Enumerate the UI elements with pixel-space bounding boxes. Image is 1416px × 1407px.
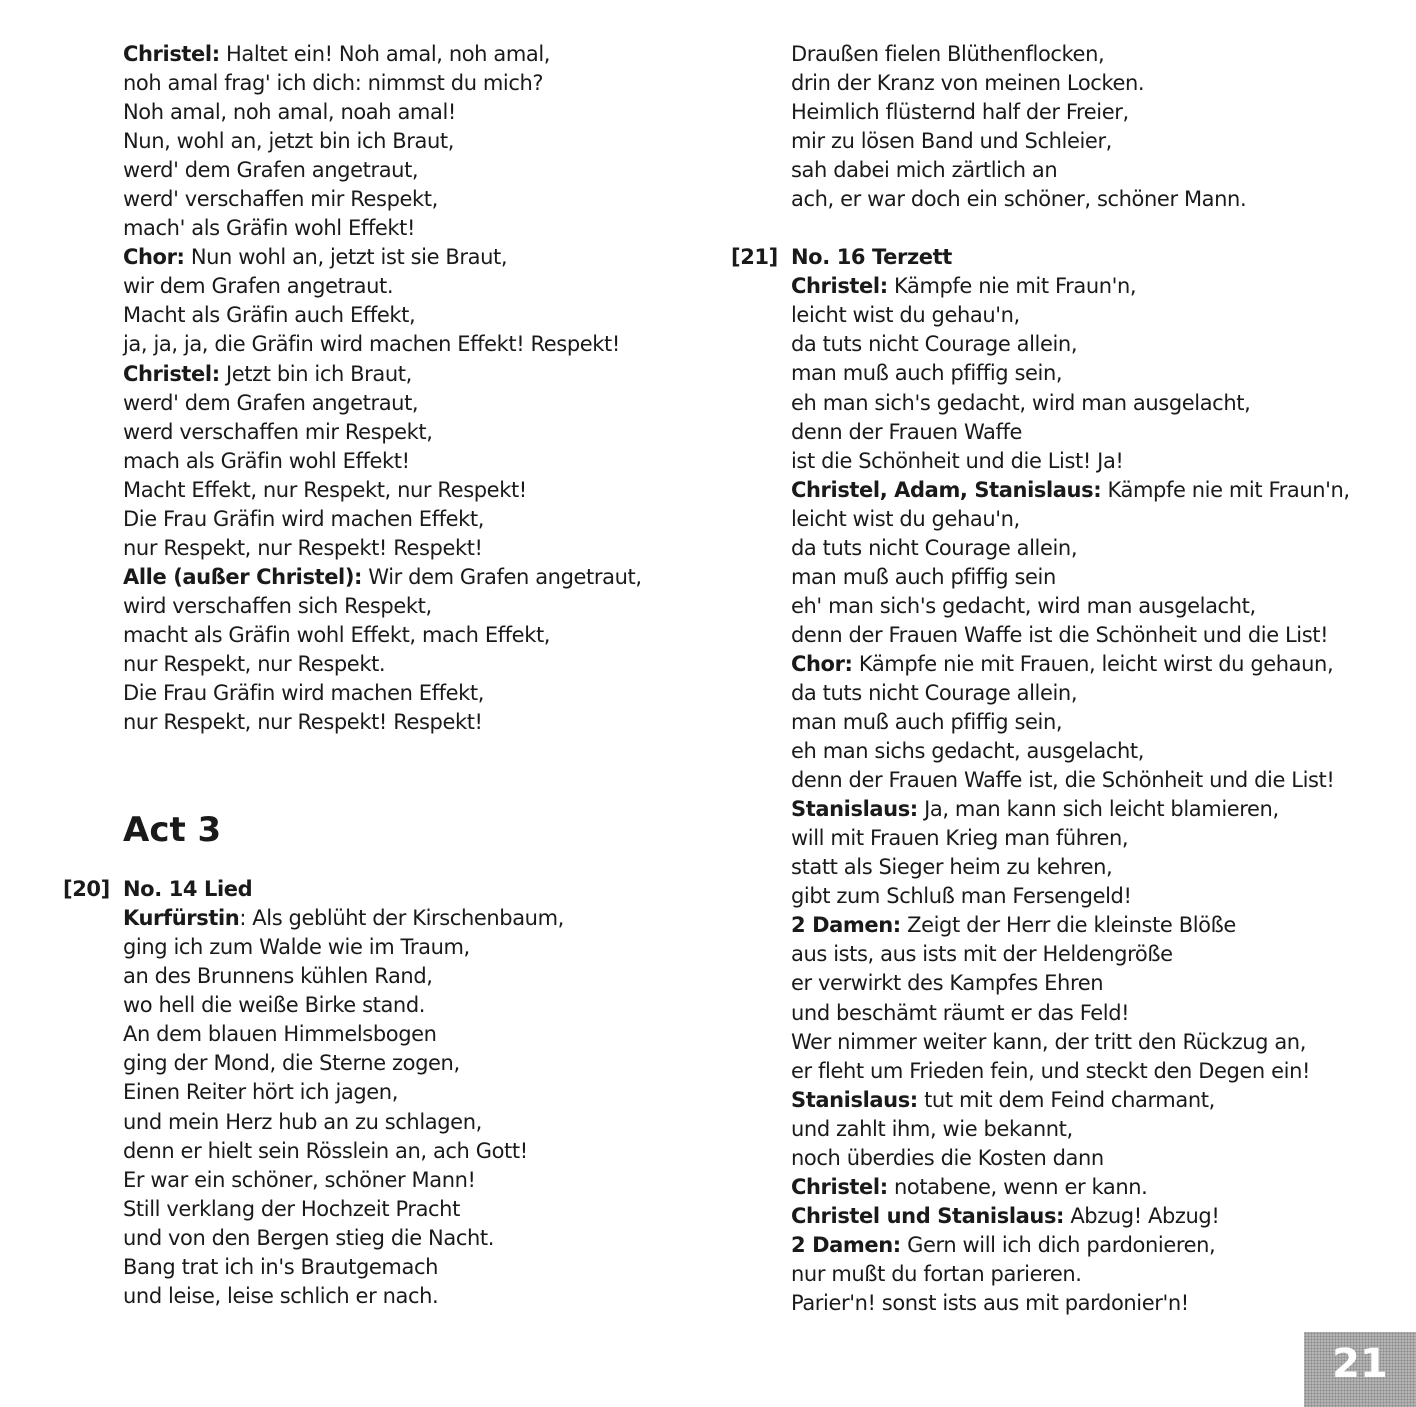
verse-text: statt als Sieger heim zu kehren, xyxy=(791,855,1113,880)
verse-line xyxy=(123,650,723,679)
verse-line xyxy=(791,824,1391,853)
verse-line xyxy=(123,40,723,69)
verse-line xyxy=(791,330,1391,359)
verse-line xyxy=(123,933,723,962)
verse-line xyxy=(123,243,723,272)
verse-text: notabene, wenn er kann. xyxy=(887,1174,1148,1199)
verse-text: Noh amal, noh amal, noah amal! xyxy=(123,100,456,125)
verse-line xyxy=(123,447,723,476)
verse-text: Haltet ein! Noh amal, noh amal, xyxy=(219,42,551,66)
speaker-name: Chor: xyxy=(123,245,185,270)
verse-text: leicht wist du gehau'n, xyxy=(791,506,1020,531)
verse-text: ja, ja, ja, die Gräfin wird machen Effekt! Respekt! xyxy=(123,332,620,357)
verse-line xyxy=(791,418,1391,447)
verse-text: ging ich zum Walde wie im Traum, xyxy=(123,935,470,960)
verse-text: Bang trat ich in's Brautgemach xyxy=(123,1254,439,1279)
verse-line xyxy=(791,969,1391,998)
verse-text: er fleht um Frieden fein, und steckt den Degen ein! xyxy=(791,1058,1310,1083)
verse-text: Jetzt bin ich Braut, xyxy=(219,361,412,386)
verse-line xyxy=(123,1078,723,1107)
verse-text: eh' man sich's gedacht, wird man ausgelacht, xyxy=(791,593,1256,618)
speaker-name: Stanislaus: xyxy=(791,1087,918,1112)
page-number: 21 xyxy=(1304,1332,1416,1407)
verse-text: Macht als Gräfin auch Effekt, xyxy=(123,303,416,328)
verse-line xyxy=(123,904,723,933)
verse-line xyxy=(123,185,723,214)
verse-text: Er war ein schöner, schöner Mann! xyxy=(123,1167,476,1192)
verse-line xyxy=(123,679,723,708)
verse-text: werd' verschaffen mir Respekt, xyxy=(123,187,438,212)
verse-text: Nun wohl an, jetzt ist sie Braut, xyxy=(184,245,508,270)
verse-line xyxy=(791,853,1391,882)
track-number: [20] xyxy=(63,877,110,902)
verse-text: ging der Mond, die Sterne zogen, xyxy=(123,1051,460,1076)
verse-text: Gern will ich dich pardonieren, xyxy=(900,1232,1216,1257)
verse-line xyxy=(123,1108,723,1137)
verse-line xyxy=(791,447,1391,476)
verse-line xyxy=(123,214,723,243)
verse-line xyxy=(791,882,1391,911)
verse-text: tut mit dem Feind charmant, xyxy=(917,1087,1215,1112)
verse-text: Abzug! Abzug! xyxy=(1064,1203,1220,1228)
verse-text: nur Respekt, nur Respekt. xyxy=(123,651,386,676)
speaker-name: Christel: xyxy=(123,361,220,386)
verse-text: nur mußt du fortan parieren. xyxy=(791,1261,1082,1286)
verse-text: aus ists, aus ists mit der Heldengröße xyxy=(791,942,1173,967)
verse-text: denn der Frauen Waffe ist, die Schönheit und die List! xyxy=(791,768,1335,793)
verse-text: mach' als Gräfin wohl Effekt! xyxy=(123,216,415,241)
verse-text: wo hell die weiße Birke stand. xyxy=(123,993,426,1018)
verse-text: werd verschaffen mir Respekt, xyxy=(123,419,433,444)
verse-line xyxy=(791,98,1391,127)
verse-text: Ja, man kann sich leicht blamieren, xyxy=(917,797,1279,822)
speaker-name: Christel: xyxy=(791,1174,888,1199)
verse-text: er verwirkt des Kampfes Ehren xyxy=(791,971,1104,996)
verse-text: Einen Reiter hört ich jagen, xyxy=(123,1080,398,1105)
verse-line xyxy=(791,156,1391,185)
verse-line xyxy=(123,1166,723,1195)
verse-text: man muß auch pfiffig sein, xyxy=(791,710,1063,735)
verse-text: Heimlich flüsternd half der Freier, xyxy=(791,100,1129,125)
verse-line xyxy=(123,476,723,505)
verse-line xyxy=(791,389,1391,418)
verse-line xyxy=(791,911,1391,940)
verse-text: wird verschaffen sich Respekt, xyxy=(123,593,432,618)
section-heading-right xyxy=(731,243,1391,272)
verse-line xyxy=(791,621,1391,650)
verse-line xyxy=(123,1282,723,1311)
verse-text: denn der Frauen Waffe ist die Schönheit und die List! xyxy=(791,622,1329,647)
verse-line xyxy=(123,1049,723,1078)
verse-line xyxy=(123,592,723,621)
verse-line xyxy=(791,40,1391,69)
verse-text: und zahlt ihm, wie bekannt, xyxy=(791,1116,1073,1141)
verse-text: Wir dem Grafen angetraut, xyxy=(362,564,642,589)
verse-text: und beschämt räumt er das Feld! xyxy=(791,1000,1130,1025)
verse-text: gibt zum Schluß man Fersengeld! xyxy=(791,884,1132,909)
verse-line xyxy=(123,330,723,359)
verse-text: : Als geblüht der Kirschenbaum, xyxy=(239,906,564,931)
verse-text: an des Brunnens kühlen Rand, xyxy=(123,964,433,989)
speaker-name: Alle (außer Christel): xyxy=(123,564,363,589)
verse-line xyxy=(791,505,1391,534)
verse-line xyxy=(123,563,723,592)
verse-text: leicht wist du gehau'n, xyxy=(791,303,1020,328)
verse-line xyxy=(123,389,723,418)
verse-text: da tuts nicht Courage allein, xyxy=(791,332,1078,357)
speaker-name: Chor: xyxy=(791,651,853,676)
verse-line xyxy=(791,766,1391,795)
verse-line xyxy=(791,185,1391,214)
verse-text: Zeigt der Herr die kleinste Blöße xyxy=(900,913,1236,938)
verse-text: man muß auch pfiffig sein xyxy=(791,564,1056,589)
verse-text: man muß auch pfiffig sein, xyxy=(791,361,1063,386)
verse-line xyxy=(123,1195,723,1224)
verse-line xyxy=(123,1253,723,1282)
verse-text: macht als Gräfin wohl Effekt, mach Effekt, xyxy=(123,622,551,647)
verse-line xyxy=(791,127,1391,156)
right-column xyxy=(731,40,1391,1318)
verse-text: eh man sichs gedacht, ausgelacht, xyxy=(791,739,1144,764)
verse-text: Die Frau Gräfin wird machen Effekt, xyxy=(123,681,485,706)
verse-text: und mein Herz hub an zu schlagen, xyxy=(123,1109,482,1134)
speaker-name: Christel, Adam, Stanislaus: xyxy=(791,477,1102,502)
verse-line xyxy=(123,534,723,563)
verse-text: drin der Kranz von meinen Locken. xyxy=(791,71,1145,96)
speaker-name: Christel und Stanislaus: xyxy=(791,1203,1065,1228)
speaker-name: Christel: xyxy=(791,274,888,299)
verse-line xyxy=(791,1057,1391,1086)
verse-line xyxy=(791,1144,1391,1173)
verse-line xyxy=(123,98,723,127)
verse-line xyxy=(123,708,723,737)
verse-line xyxy=(791,301,1391,330)
verse-line xyxy=(791,359,1391,388)
verse-line xyxy=(791,795,1391,824)
verse-line xyxy=(791,69,1391,98)
verse-line xyxy=(791,1289,1391,1318)
verse-text: nur Respekt, nur Respekt! Respekt! xyxy=(123,710,483,735)
verse-line xyxy=(123,1137,723,1166)
speaker-name: Stanislaus: xyxy=(791,797,918,822)
verse-line xyxy=(791,272,1391,301)
verse-line xyxy=(123,621,723,650)
verse-line xyxy=(123,991,723,1020)
verse-text: Kämpfe nie mit Fraun'n, xyxy=(1101,477,1350,502)
verse-text: An dem blauen Himmelsbogen xyxy=(123,1022,437,1047)
speaker-name: 2 Damen: xyxy=(791,913,901,938)
verse-text: noch überdies die Kosten dann xyxy=(791,1145,1104,1170)
verse-text: da tuts nicht Courage allein, xyxy=(791,535,1078,560)
verse-text: denn der Frauen Waffe xyxy=(791,419,1022,444)
verse-line xyxy=(123,1020,723,1049)
act-heading: Act 3 xyxy=(123,810,222,851)
verse-text: will mit Frauen Krieg man führen, xyxy=(791,826,1129,851)
speaker-name: Christel: xyxy=(123,42,220,66)
verse-block-left-1 xyxy=(123,40,723,737)
verse-line xyxy=(791,1086,1391,1115)
verse-block-right-1 xyxy=(791,40,1391,214)
verse-text: Still verklang der Hochzeit Pracht xyxy=(123,1196,460,1221)
verse-text: Nun, wohl an, jetzt bin ich Braut, xyxy=(123,129,455,154)
verse-line xyxy=(791,679,1391,708)
verse-line xyxy=(123,505,723,534)
number-title: No. 16 Terzett xyxy=(791,245,952,270)
verse-line xyxy=(791,940,1391,969)
verse-line xyxy=(123,360,723,389)
verse-text: nur Respekt, nur Respekt! Respekt! xyxy=(123,535,483,560)
verse-text: Wer nimmer weiter kann, der tritt den Rückzug an, xyxy=(791,1029,1306,1054)
verse-text: und leise, leise schlich er nach. xyxy=(123,1283,439,1308)
verse-line xyxy=(791,1231,1391,1260)
verse-text: Die Frau Gräfin wird machen Effekt, xyxy=(123,506,485,531)
verse-text: wir dem Grafen angetraut. xyxy=(123,274,394,299)
verse-text: werd' dem Grafen angetraut, xyxy=(123,390,419,415)
verse-text: Kämpfe nie mit Frauen, leicht wirst du gehaun, xyxy=(852,651,1334,676)
verse-line xyxy=(791,592,1391,621)
verse-line xyxy=(123,156,723,185)
section-heading-left xyxy=(63,875,723,904)
verse-text: noh amal frag' ich dich: nimmst du mich? xyxy=(123,71,544,96)
verse-line xyxy=(791,476,1391,505)
verse-text: und von den Bergen stieg die Nacht. xyxy=(123,1225,494,1250)
left-column xyxy=(63,40,723,1311)
verse-line xyxy=(791,1173,1391,1202)
verse-line xyxy=(123,301,723,330)
verse-line xyxy=(791,708,1391,737)
speaker-name: Kurfürstin xyxy=(123,906,240,931)
verse-block-right-2 xyxy=(791,272,1391,1318)
verse-line xyxy=(123,127,723,156)
verse-line xyxy=(791,1202,1391,1231)
verse-line xyxy=(791,999,1391,1028)
speaker-name: 2 Damen: xyxy=(791,1232,901,1257)
verse-line xyxy=(791,737,1391,766)
verse-text: denn er hielt sein Rösslein an, ach Gott! xyxy=(123,1138,528,1163)
verse-line xyxy=(791,563,1391,592)
verse-text: sah dabei mich zärtlich an xyxy=(791,158,1058,183)
verse-text: ach, er war doch ein schöner, schöner Mann. xyxy=(791,187,1247,212)
number-title: No. 14 Lied xyxy=(123,877,253,902)
verse-text: Parier'n! sonst ists aus mit pardonier'n! xyxy=(791,1290,1189,1315)
stanza-gap xyxy=(791,214,1391,243)
verse-text: Kämpfe nie mit Fraun'n, xyxy=(887,274,1137,299)
verse-line xyxy=(123,69,723,98)
verse-text: werd' dem Grafen angetraut, xyxy=(123,158,419,183)
track-number: [21] xyxy=(731,245,778,270)
verse-line xyxy=(791,1260,1391,1289)
verse-line xyxy=(123,418,723,447)
verse-text: da tuts nicht Courage allein, xyxy=(791,680,1078,705)
verse-text: eh man sich's gedacht, wird man ausgelacht, xyxy=(791,390,1251,415)
verse-line xyxy=(791,650,1391,679)
verse-line xyxy=(123,1224,723,1253)
verse-line xyxy=(123,962,723,991)
verse-text: mir zu lösen Band und Schleier, xyxy=(791,129,1112,154)
verse-text: Draußen fielen Blüthenflocken, xyxy=(791,42,1105,66)
verse-text: ist die Schönheit und die List! Ja! xyxy=(791,448,1124,473)
verse-line xyxy=(791,534,1391,563)
verse-text: mach als Gräfin wohl Effekt! xyxy=(123,448,410,473)
verse-line xyxy=(791,1115,1391,1144)
verse-text: Macht Effekt, nur Respekt, nur Respekt! xyxy=(123,477,527,502)
verse-line xyxy=(123,272,723,301)
verse-block-left-2 xyxy=(123,904,723,1311)
verse-line xyxy=(791,1028,1391,1057)
